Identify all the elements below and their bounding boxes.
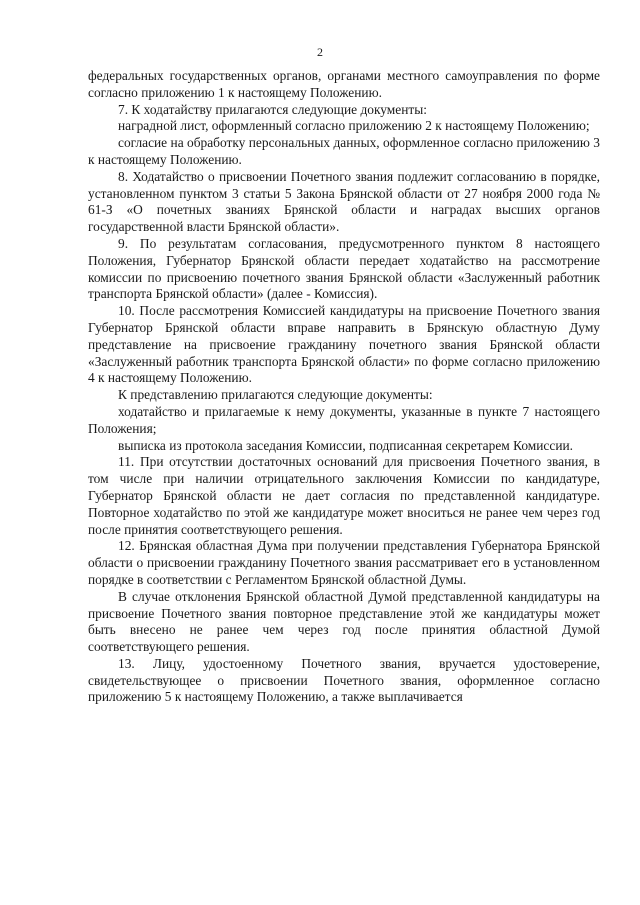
paragraph-continuation: федеральных государственных органов, органами местного самоуправления по форме согласно приложению 1 к настоящему Положению.	[88, 68, 600, 100]
paragraph-item-9: 9. По результатам согласования, предусмотренного пунктом 8 настоящего Положения, Губернатор Брянской области передает ходатайство на рассмотрение комиссии по присвоению почетного звания Брянской области «Заслуженный работник транспорта Брянской области» (далее - Комиссия).	[88, 235, 600, 302]
paragraph-item-10: 10. После рассмотрения Комиссией кандидатуры на присвоение Почетного звания Губернатор Брянской области вправе направить в Брянскую областную Думу представление на присвоение гражданину почетного звания Брянской области «Заслуженный работник транспорта Брянской области» по форме согласно приложению 4 к настоящему Положению.	[88, 303, 600, 386]
paragraph-item-13: 13. Лицу, удостоенному Почетного звания, вручается удостоверение, свидетельствующее о присвоении Почетного звания, оформленное согласно приложению 5 к настоящему Положению, а также выплачивается	[88, 655, 600, 705]
paragraph-attachments-intro: К представлению прилагаются следующие документы:	[118, 387, 433, 403]
paragraph-item-7: 7. К ходатайству прилагаются следующие документы:	[118, 101, 427, 117]
paragraph-commission-extract: выписка из протокола заседания Комиссии, подписанная секретарем Комиссии.	[118, 437, 573, 453]
document-body	[88, 68, 600, 706]
paragraph-item-12: 12. Брянская областная Дума при получении представления Губернатора Брянской области о присвоении гражданину Почетного звания рассматривает его в установленном порядке в соответствии с Регламентом Брянской областной Думы.	[88, 538, 600, 587]
page-number: 2	[317, 45, 323, 59]
paragraph-item-8: 8. Ходатайство о присвоении Почетного звания подлежит согласованию в порядке, установленном пунктом 3 статьи 5 Закона Брянской области от 27 ноября 2000 года № 61-З «О почетных званиях Брянской области и наградах высших органов государственной власти Брянской области».	[88, 168, 600, 235]
paragraph-award-sheet: наградной лист, оформленный согласно приложению 2 к настоящему Положению;	[118, 118, 590, 134]
paragraph-rejection-case: В случае отклонения Брянской областной Думой представленной кандидатуры на присвоение Почетного звания повторное представление этой же кандидатуры может быть внесено не ранее чем через год после принятия областной Думой соответствующего решения.	[88, 588, 600, 655]
paragraph-consent: согласие на обработку персональных данных, оформленное согласно приложению 3 к настоящему Положению.	[88, 135, 600, 167]
paragraph-item-11: 11. При отсутствии достаточных оснований для присвоения Почетного звания, в том числе при наличии отрицательного заключения Комиссии по кандидатуре, Губернатор Брянской области не дает согласия по представленной кандидатуре. Повторное ходатайство по этой же кандидатуре может вноситься не ранее чем через год после принятия соответствующего решения.	[88, 454, 600, 537]
paragraph-petition-documents: ходатайство и прилагаемые к нему документы, указанные в пункте 7 настоящего Положения;	[88, 403, 600, 436]
